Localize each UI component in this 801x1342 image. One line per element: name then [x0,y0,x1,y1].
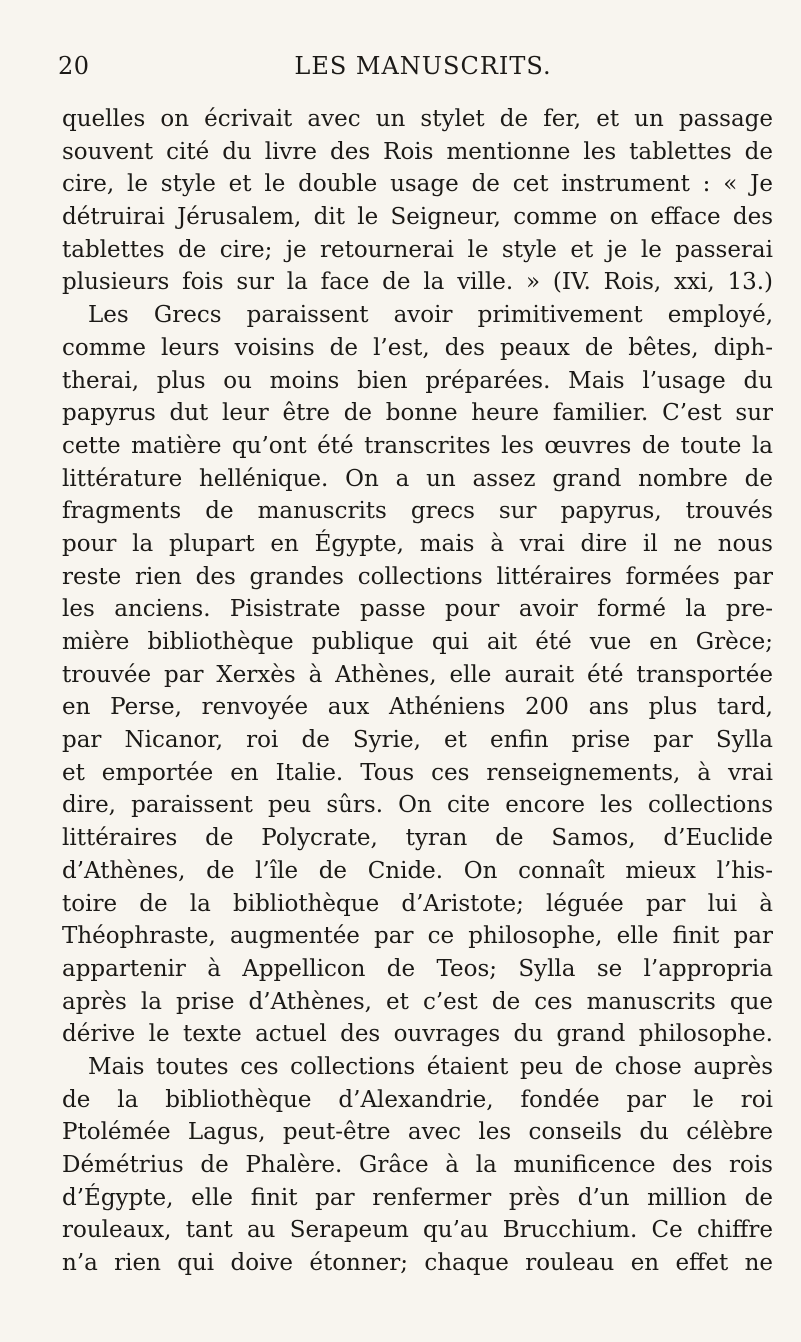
text-line: littéraires de Polycrate, tyran de Samos, d’Euclide [62,825,773,852]
text-line: fragments de manuscrits grecs sur papyrus, trouvés [62,498,773,525]
text-line: d’Égypte, elle finit par renfermer près d’un million de [62,1184,773,1211]
text-line: en Perse, renvoyée aux Athéniens 200 ans plus tard, [62,694,773,721]
paragraph-first-line: Les Grecs paraissent avoir primitivement employé, [88,302,773,329]
text-line: pour la plupart en Égypte, mais à vrai dire il ne nous [62,530,773,557]
text-line: reste rien des grandes collections littéraires formées par [62,563,773,590]
text-line: toire de la bibliothèque d’Aristote; léguée par lui à [62,890,773,917]
text-line: Démétrius de Phalère. Grâce à la munificence des rois [62,1152,773,1178]
body-text [62,103,773,1280]
text-line: par Nicanor, roi de Syrie, et enfin prise par Sylla [62,727,773,754]
text-line: littérature hellénique. On a un assez grand nombre de [62,465,773,492]
text-line: trouvée par Xerxès à Athènes, elle aurait été transportée [62,661,773,688]
text-line: papyrus dut leur être de bonne heure familier. C’est sur [62,400,773,427]
text-line: therai, plus ou moins bien préparées. Mais l’usage du [62,367,773,394]
text-line: mière bibliothèque publique qui ait été vue en Grèce; [62,629,773,655]
text-line: et emportée en Italie. Tous ces renseignements, à vrai [62,759,773,786]
text-line: appartenir à Appellicon de Teos; Sylla se l’appropria [62,955,773,982]
text-line: de la bibliothèque d’Alexandrie, fondée par le roi [62,1086,773,1113]
text-line: Théophraste, augmentée par ce philosophe, elle finit par [62,923,773,950]
text-line: quelles on écrivait avec un stylet de fer, et un passage [62,106,773,132]
text-line: dérive le texte actuel des ouvrages du grand philosophe. [62,1021,773,1048]
text-line: Ptolémée Lagus, peut-être avec les conseils du célèbre [62,1119,773,1146]
text-line: plusieurs fois sur la face de la ville. » (IV. Rois, xxi, 13.) [62,269,773,296]
text-line: détruirai Jérusalem, dit le Seigneur, comme on efface des [62,204,773,231]
page-header [58,48,773,84]
text-line: tablettes de cire; je retournerai le style et je le passerai [62,236,773,263]
page-number: 20 [58,52,90,80]
text-line: les anciens. Pisistrate passe pour avoir formé la pre- [62,596,773,623]
text-line: après la prise d’Athènes, et c’est de ces manuscrits que [62,988,773,1015]
text-line: rouleaux, tant au Serapeum qu’au Brucchium. Ce chiffre [62,1217,773,1244]
text-line: comme leurs voisins de l’est, des peaux de bêtes, diph- [62,334,773,361]
text-line: n’a rien qui doive étonner; chaque rouleau en effet ne [62,1250,773,1277]
text-line: cire, le style et le double usage de cet instrument : « Je [62,171,773,198]
text-line: cette matière qu’ont été transcrites les œuvres de toute la [62,432,773,459]
text-line: dire, paraissent peu sûrs. On cite encore les collections [62,792,773,819]
running-title: LES MANUSCRITS. [294,52,552,80]
text-line: d’Athènes, de l’île de Cnide. On connaît mieux l’his- [62,857,773,884]
text-line: souvent cité du livre des Rois mentionne les tablettes de [62,138,773,165]
paragraph-first-line: Mais toutes ces collections étaient peu de chose auprès [88,1053,773,1080]
